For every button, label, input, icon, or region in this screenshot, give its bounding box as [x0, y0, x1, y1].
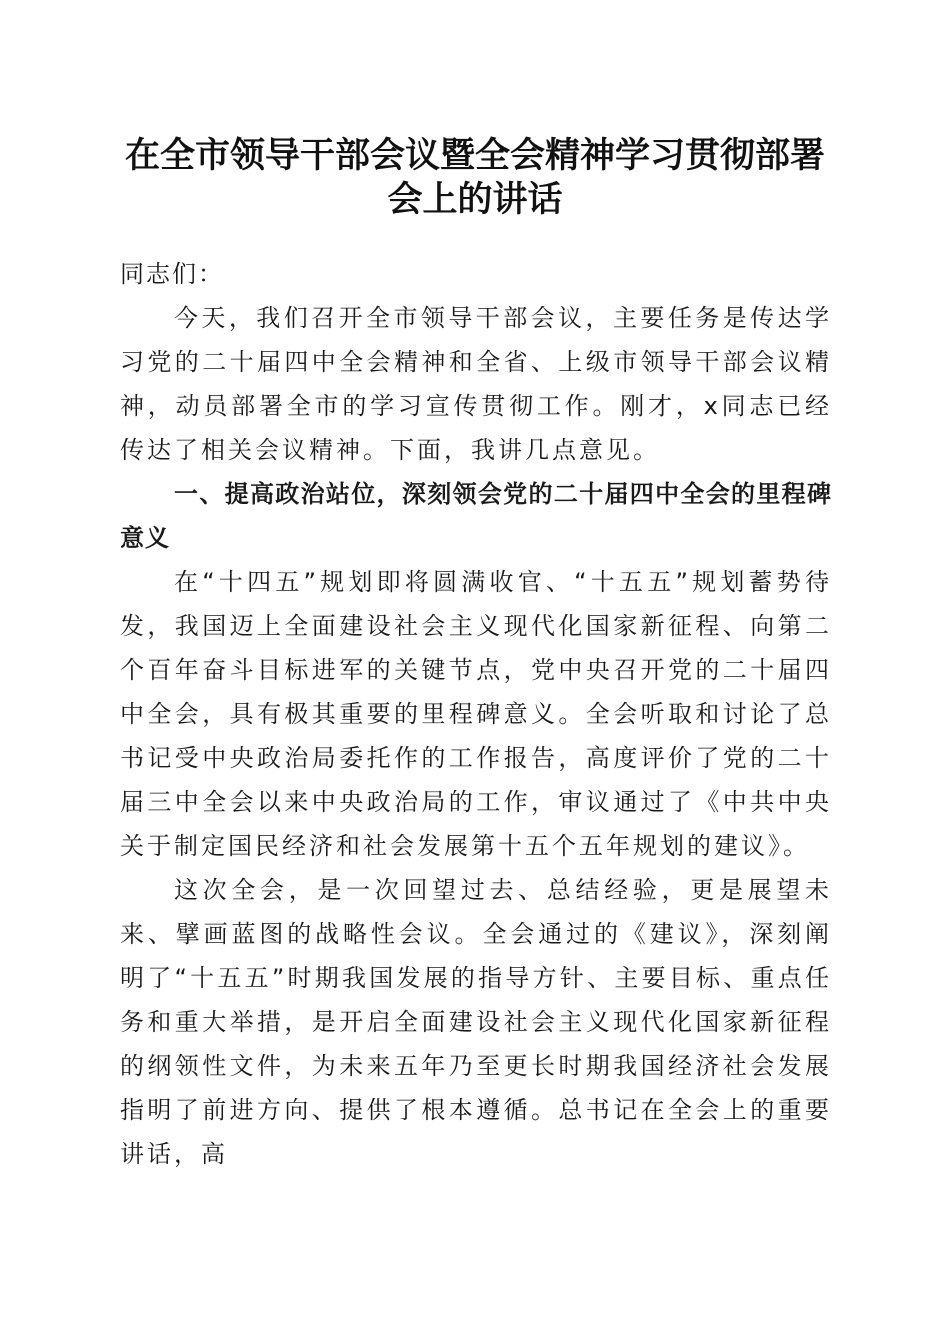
- section-1-paragraph-1: 在“十四五”规划即将圆满收官、“十五五”规划蓄势待发，我国迈上全面建设社会主义现代化国家新征程、向第二个百年奋斗目标进军的关键节点，党中央召开党的二十届四中全会，具有极其重要的里程碑意义。全会听取和讨论了总书记受中央政治局委托作的工作报告，高度评价了党的二十届三中全会以来中央政治局的工作，审议通过了《中共中央关于制定国民经济和社会发展第十五个五年规划的建议》。: [120, 568, 832, 860]
- title-line-2: 会上的讲话: [387, 179, 563, 220]
- title-line-1: 在全市领导干部会议暨全会精神学习贯彻部署: [124, 135, 825, 176]
- section-1-heading: 一、提高政治站位，深刻领会党的二十届四中全会的里程碑意义: [120, 480, 832, 552]
- document-body: [120, 252, 832, 1176]
- intro-paragraph: 今天，我们召开全市领导干部会议，主要任务是传达学习党的二十届四中全会精神和全省、上级市领导干部会议精神，动员部署全市的学习宣传贯彻工作。刚才，x同志已经传达了相关会议精神。下面，我讲几点意见。: [120, 304, 832, 464]
- salutation: 同志们：: [120, 260, 224, 288]
- document-title: [100, 134, 850, 222]
- section-1-paragraph-2: 这次全会，是一次回望过去、总结经验，更是展望未来、擘画蓝图的战略性会议。全会通过的《建议》，深刻阐明了“十五五”时期我国发展的指导方针、主要目标、重点任务和重大举措，是开启全面建设社会主义现代化国家新征程的纲领性文件，为未来五年乃至更长时期我国经济社会发展指明了前进方向、提供了根本遵循。总书记在全会上的重要讲话，高: [120, 876, 832, 1168]
